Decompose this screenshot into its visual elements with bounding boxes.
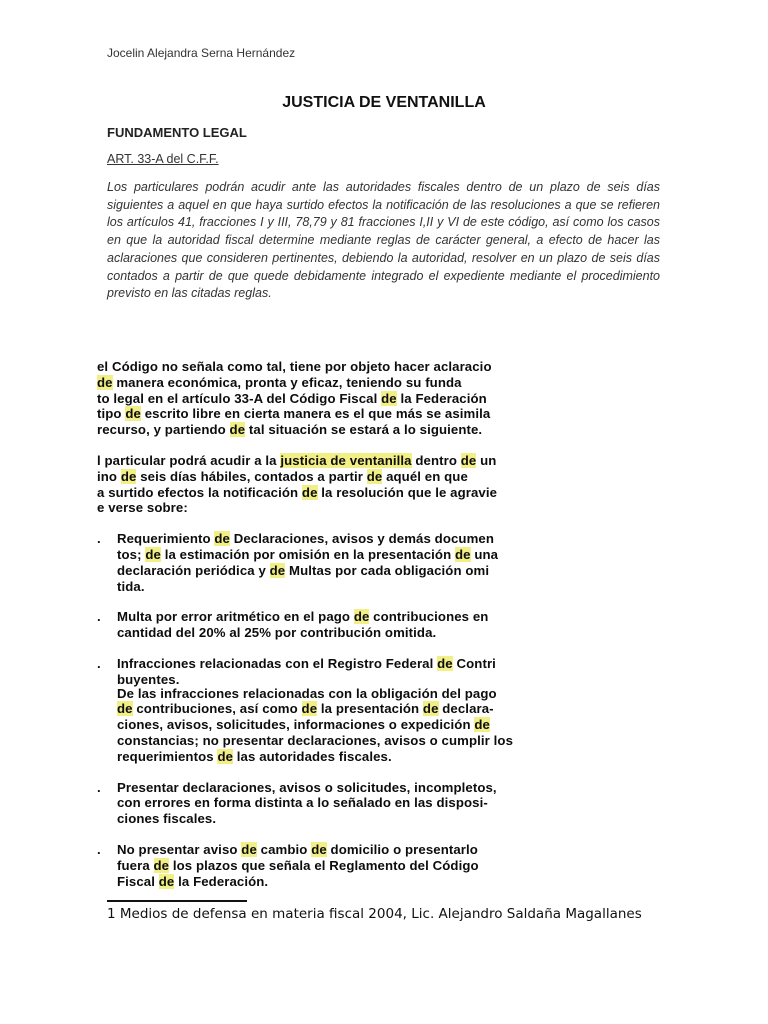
scan-line: a surtido efectos la notificación de la resolución que le agravie: [97, 484, 498, 500]
scan-line: to legal en el artículo 33-A del Código Fiscal de la Federación: [97, 390, 487, 406]
scan-line: cantidad del 20% al 25% por contribución omitida.: [117, 625, 437, 641]
scan-list-item: [97, 780, 533, 827]
scan-line: tida.: [117, 578, 145, 594]
article-reference: ART. 33-A del C.F.F.: [107, 152, 219, 166]
scan-paragraph-particular: [97, 453, 533, 516]
scan-line: fuera de los plazos que señala el Reglamento del Código: [117, 857, 479, 873]
scan-line: requerimientos de las autoridades fiscales.: [117, 748, 392, 764]
scan-line: declaración periódica y de Multas por cada obligación omi: [117, 562, 490, 578]
scan-line: l particular podrá acudir a la justicia de ventanilla dentro de un: [97, 452, 497, 468]
scan-line: de manera económica, pronta y eficaz, teniendo su funda: [97, 374, 462, 390]
scan-line: . No presentar aviso de cambio de domicilio o presentarlo: [97, 841, 478, 857]
author-header: Jocelin Alejandra Serna Hernández: [107, 46, 296, 60]
scan-line: de contribuciones, así como de la presentación de declara-: [117, 701, 494, 717]
scan-line: tos; de la estimación por omisión en la presentación de una: [117, 546, 499, 562]
scanned-excerpt-image: [97, 357, 533, 889]
footnote-divider: [107, 900, 247, 902]
footnote: 1 Medios de defensa en materia fiscal 2004, Lic. Alejandro Saldaña Magallanes: [107, 906, 642, 922]
scan-line: . Multa por error aritmético en el pago de contribuciones en: [97, 609, 489, 625]
scan-line: Fiscal de la Federación.: [117, 873, 269, 889]
scan-line: . Requerimiento de Declaraciones, avisos y demás documen: [97, 531, 494, 547]
scan-line: constancias; no presentar declaraciones, avisos o cumplir los: [117, 732, 514, 748]
scan-line: . Infracciones relacionadas con el Registro Federal de Contri: [97, 655, 496, 671]
scan-line: e verse sobre:: [97, 500, 188, 516]
scan-list-item: [97, 531, 533, 594]
scan-line: con errores en forma distinta a lo señalado en las disposi-: [117, 795, 488, 811]
scan-list-item: [97, 609, 533, 641]
scan-line: ino de seis días hábiles, contados a partir de aquél en que: [97, 468, 468, 484]
scan-line: recurso, y partiendo de tal situación se estará a lo siguiente.: [97, 422, 483, 438]
body-paragraph: Los particulares podrán acudir ante las autoridades fiscales dentro de un plazo de seis días siguientes a aquel en que haya surtido efectos la notificación de las resoluciones a que se refieren los artículos 41, fracciones I y III, 78,79 y 81 fracciones I,II y VI de este código, así como los casos en que la autoridad fiscal determine mediante reglas de carácter general, a efecto de hacer las aclaraciones que consideren pertinentes, debiendo la autoridad, resolver en un plazo de seis días contados a partir de que quede debidamente integrado el expediente mediante el procedimiento previsto en las citadas reglas.: [107, 180, 660, 301]
scan-list-item: [97, 656, 533, 688]
scan-line: De las infracciones relacionadas con la obligación del pago: [117, 685, 497, 701]
scan-line: buyentes.: [117, 671, 180, 687]
scan-line: ciones fiscales.: [117, 811, 217, 827]
section-heading: FUNDAMENTO LEGAL: [107, 125, 247, 140]
scan-list-item: [97, 842, 533, 889]
scan-line: ciones, avisos, solicitudes, informaciones o expedición de: [117, 717, 490, 733]
scanned-excerpt-text: [97, 359, 533, 904]
scan-line: . Presentar declaraciones, avisos o solicitudes, incompletos,: [97, 779, 497, 795]
scan-paragraph-intro: [97, 359, 533, 438]
scan-line: tipo de escrito libre en cierta manera es el que más se asimila: [97, 406, 491, 422]
scan-line: el Código no señala como tal, tiene por objeto hacer aclaracio: [97, 359, 492, 374]
scan-list-item: [97, 686, 533, 765]
document-title: JUSTICIA DE VENTANILLA: [282, 94, 486, 111]
